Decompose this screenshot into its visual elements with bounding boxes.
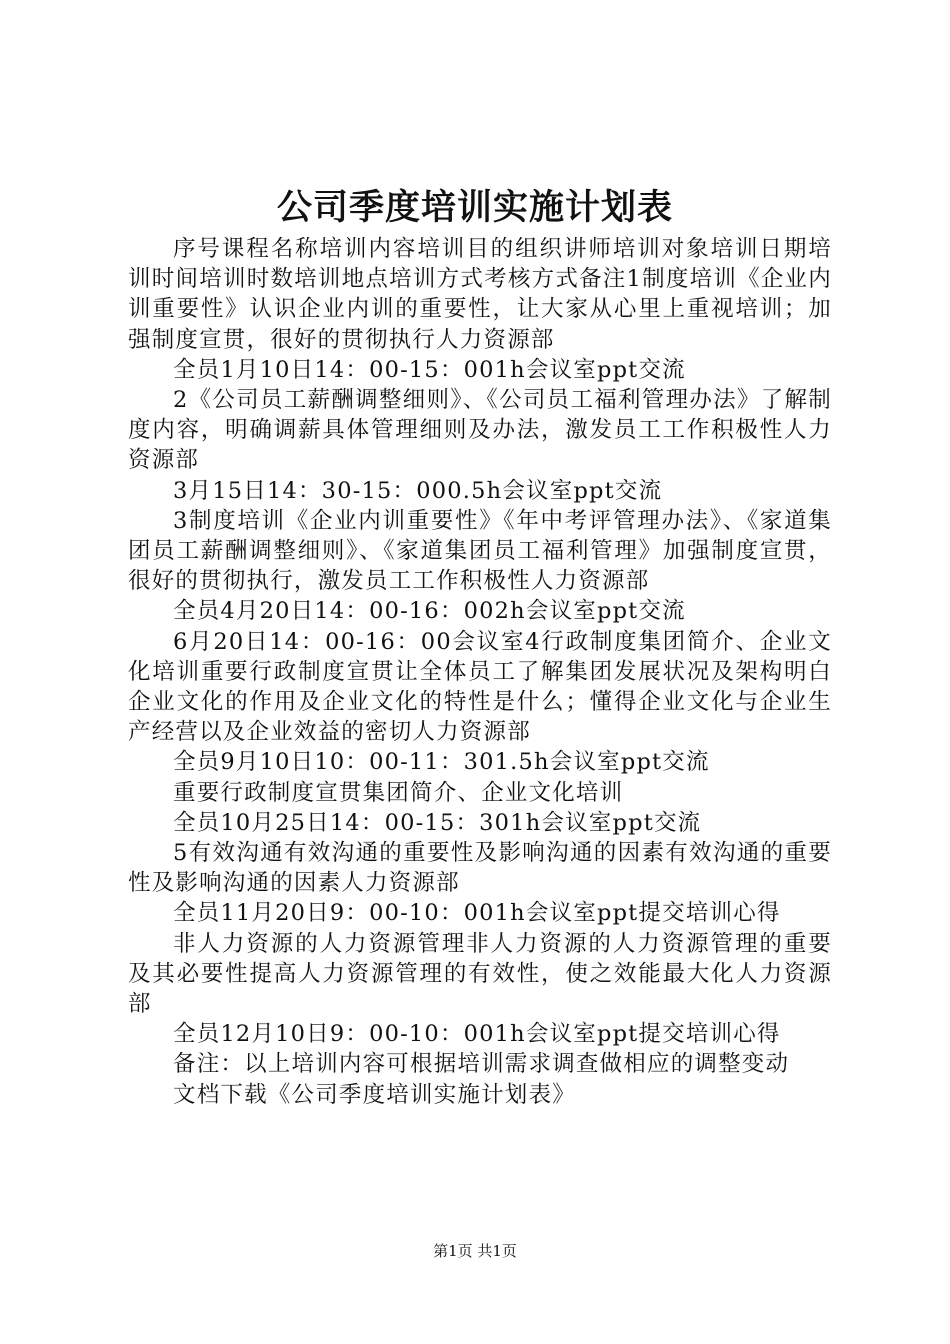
paragraph: 全员10月25日14：00-15：301h会议室ppt交流 [173, 809, 702, 836]
download-link-text: 文档下载《公司季度培训实施计划表》 [173, 1081, 576, 1108]
paragraph: 6月20日14：00-16：00会议室4行政制度集团简介、企业文化培训重要行政制度宣贯让全体员工了解集团发展状况及架构明白企业文化的作用及企业文化的特性是什么；懂得企业文化与企业生产经营以及企业效益的密切人力资源部 [128, 628, 832, 746]
paragraph: 2《公司员工薪酬调整细则》、《公司员工福利管理办法》了解制度内容，明确调薪具体管理细则及办法，激发员工工作积极性人力资源部 [128, 387, 832, 474]
paragraph: 全员4月20日14：00-16：002h会议室ppt交流 [173, 598, 686, 625]
paragraph: 全员9月10日10：00-11：301.5h会议室ppt交流 [173, 749, 710, 776]
paragraph: 全员12月10日9：00-10：001h会议室ppt提交培训心得 [173, 1021, 781, 1048]
paragraph: 3制度培训《企业内训重要性》《年中考评管理办法》、《家道集团员工薪酬调整细则》、《家道集团员工福利管理》加强制度宣贯，很好的贯彻执行，激发员工工作积极性人力资源部 [128, 507, 832, 595]
paragraph: 3月15日14：30-15：000.5h会议室ppt交流 [173, 477, 663, 504]
document-title: 公司季度培训实施计划表 [276, 187, 673, 228]
paragraph: 全员1月10日14：00-15：001h会议室ppt交流 [173, 356, 686, 383]
paragraph: 重要行政制度宣贯集团简介、企业文化培训 [173, 779, 624, 806]
page-number-footer: 第1页 共1页 [433, 1242, 517, 1260]
paragraph: 5有效沟通有效沟通的重要性及影响沟通的因素有效沟通的重要性及影响沟通的因素人力资源部 [128, 840, 832, 897]
paragraph: 非人力资源的人力资源管理非人力资源的人力资源管理的重要及其必要性提高人力资源管理的有效性，使之效能最大化人力资源部 [128, 930, 832, 1018]
document-body [128, 234, 832, 1110]
paragraph: 全员11月20日9：00-10：001h会议室ppt提交培训心得 [173, 900, 781, 927]
paragraph: 序号课程名称培训内容培训目的组织讲师培训对象培训日期培训时间培训时数培训地点培训方式考核方式备注1制度培训《企业内训重要性》认识企业内训的重要性，让大家从心里上重视培训；加强制度宣贯，很好的贯彻执行人力资源部 [128, 236, 832, 353]
note-paragraph: 备注：以上培训内容可根据培训需求调查做相应的调整变动 [173, 1051, 790, 1078]
